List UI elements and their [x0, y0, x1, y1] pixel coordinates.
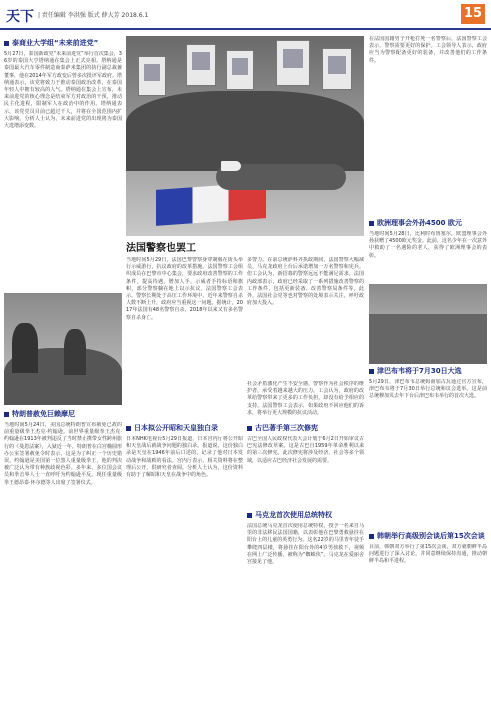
page-number: 15	[461, 4, 485, 24]
bullet-square-icon	[4, 412, 9, 417]
protest-sign	[226, 50, 254, 90]
crowd-shape	[126, 91, 364, 171]
editor-credits: | 责任编辑 李洪强 版式 薛大芳 2018.6.1	[38, 12, 149, 19]
news-photo	[369, 284, 487, 364]
protest-sign	[138, 56, 166, 96]
lead-columns	[126, 257, 364, 596]
story-headline-text: 欧洲理事会外孙4500 欧元	[377, 219, 462, 227]
bullet-square-icon	[369, 534, 374, 539]
protest-sign	[186, 44, 216, 86]
news-photo	[4, 293, 122, 405]
figure-shape	[12, 323, 38, 373]
story-body: 5月29日，津巴布韦总统姆南加古瓦通过官方宣布，津巴布韦将于7月30日举行总统和议会选举。这是前总统穆加贝去年下台后津巴布韦举行的首次大选。	[369, 379, 487, 400]
story-body: 目前，韩朝双方举行了第15次会谈，双方就朝鲜半岛问题进行了深入讨论，并同意继续保持沟通，推动朝鲜半岛和平进程。	[369, 544, 487, 565]
story-body: 当地时间5月24日，美国总统特朗普宣布赦免已故的前重量级拳王杰克·约翰逊。前世界重量级拳王杰克·约翰逊在1913年被判违反了当时禁止携带女性跨州旅行的《曼恩法案》，入狱近一年。特朗普在白宫椭圆形办公室签署赦免令时表示，这是为了纠正一个历史错误。约翰逊是美国第一位黑人重量级拳王，他的判决被广泛认为带有种族歧视色彩。多年来，多位国会议员和拳击界人士一直呼吁为约翰逊平反。现任重量级拳王德昂泰·怀尔德等人出席了签署仪式。	[4, 422, 122, 486]
story-headline	[4, 409, 122, 419]
bullet-square-icon	[369, 221, 374, 226]
bullet-square-icon	[247, 513, 252, 518]
story-body: 在法国国籍男子开枪打死一名警察后，法国警察工会表示，警察需要更好的保护。工会领导人表示，政府应当为警察配备更好的装备，并改善他们的工作条件。	[369, 36, 487, 64]
story-headline	[247, 423, 364, 433]
story-body: 古巴全国人民政权代表大会计划于6月2日开始审议古巴宪法修改草案。这是古巴自1959年革命胜利以来的第三次修宪。此次修宪将涉及经济、社会等多个领域，以适应古巴经济社会发展的需要。	[247, 436, 364, 464]
story-body: 当地时间5月28日，比利时布鲁塞尔，欧盟理事会外孙获赠了4500欧元奖金。此前，这名少年在一次意外中救助了一名遇险的老人，获得了欧洲理事会的表彰。	[369, 231, 487, 259]
story-body: 日本NHK电视台5月29日报道，日本宫内厅将公开昭和天皇战后就战争问题的独白录。报道说，这份独白录是天皇在1946年前后口述的，记录了他对日本发动战争和战败的看法。宫内厅表示，相关资料将在整理后公开，供研究者查阅。分析人士认为，这份资料有助于了解昭和天皇在战争中的角色。	[126, 436, 243, 479]
protest-sign	[276, 40, 310, 86]
section-title: 天下	[6, 9, 34, 25]
story-headline-text: 日本拟公开昭和天皇独白录	[134, 424, 218, 432]
page-header	[0, 0, 491, 30]
column-center	[126, 36, 364, 596]
rows-shape	[369, 314, 487, 364]
story-headline-text: 韩朝举行高级别会谈后第15次会谈	[377, 532, 485, 540]
story-headline-text: 泰商业大学组“未来前进党”	[12, 39, 99, 47]
figure-shape	[64, 329, 86, 375]
story-body: 法国总统马克龙首次使用总统特权，授予一名来自马里的非法移民法国国籍，以表彰他在巴黎勇救悬挂在阳台上的儿童的英勇行为。这名22岁的马里青年徒手攀爬四层楼，将悬挂在阳台外的4岁男孩救下，视频在网上广泛传播，被称为“蜘蛛侠”。马克龙在爱丽舍宫接见了他。	[247, 523, 364, 566]
story-headline	[369, 366, 487, 376]
bullet-square-icon	[126, 426, 131, 431]
story-headline-text: 古巴著手第三次修宪	[255, 424, 318, 432]
bullet-square-icon	[247, 426, 252, 431]
story-headline	[369, 218, 487, 228]
story-body: 5月27日，泰国新政党“未来前进党”举行首次集会，36岁的泰国大亨塔纳通在集会上正式亮相。塔纳通是泰国最大汽车零件制造商泰萨米集团的执行副总裁兼董事，他在2014年军方政变后曾多次批评军政府。塔纳通表示，该党将致力于推动泰国政治改革，在泰国年轻人中拥有较高的人气。塔纳通在集会上宣布，未来前进党的核心理念是结束军方对政治的干预，推动民主化进程，限制军人在政治中的作用。塔纳通表示，该党党员目前已超过千人，并将在全国范围内扩大影响。分析人士认为，未来前进党的出现将为泰国大选增添变数。	[4, 51, 122, 130]
column-right	[369, 36, 487, 644]
story-headline-text: 马克龙首次使用总统特权	[255, 511, 332, 519]
story-headline	[247, 510, 364, 520]
story-headline-text: 特朗普赦免巨赖摩尼	[12, 410, 75, 418]
story-headline	[126, 423, 243, 433]
bullet-square-icon	[4, 41, 9, 46]
protest-sign	[322, 48, 352, 90]
story-body: 当地时间5月29日，法国巴黎警察身穿制服在街头举行示威游行，抗议政府的改革措施。法国警察工会组织成员在巴黎市中心集会，要求政府改善警察的工作条件，提高待遇，增加人手。示威者手持标语和旗帜，部分警察躺在地上以示抗议。法国警察工会表示，警察长期处于高压工作环境中，近年来警察自杀人数不断上升，政府应当重视这一问题。据统计，2017年法国有48名警察自杀，2018年以来又有多名警察自杀身亡。	[126, 257, 243, 321]
story-headline-text: 津巴布韦将于7月30日大选	[377, 367, 462, 375]
lead-photo	[126, 36, 364, 236]
story-body: 社会矛盾激化产生不安全感，警察作为社会秩序的维护者，承受着越来越大的压力。工会认为，政府的改革给警察带来了更多的工作负担，却没有给予相应的支持。法国警察工会表示，如果政府不回应他们的诉求，将举行更大规模的抗议活动。	[247, 381, 364, 416]
story-body: 多警力。在前总统萨科齐执政期间，法国警察大幅减员，马克龙政府上台后承诺增加一万名警察和宪兵。但工会认为，新招募的警察远远不能满足需求。法国内政部表示，政府已经采取了一系列措施改善警察的工作条件，包括更新装备、改善警察局条件等。此外，法国社会党等也对警察的处境表示关注，呼吁政府加大投入。	[247, 257, 364, 307]
story-headline	[4, 38, 122, 48]
megaphone-icon	[221, 161, 241, 171]
column-left	[4, 36, 122, 612]
lead-title: 法国警察也罢工	[126, 243, 196, 254]
bullet-square-icon	[369, 369, 374, 374]
story-headline	[369, 531, 487, 541]
